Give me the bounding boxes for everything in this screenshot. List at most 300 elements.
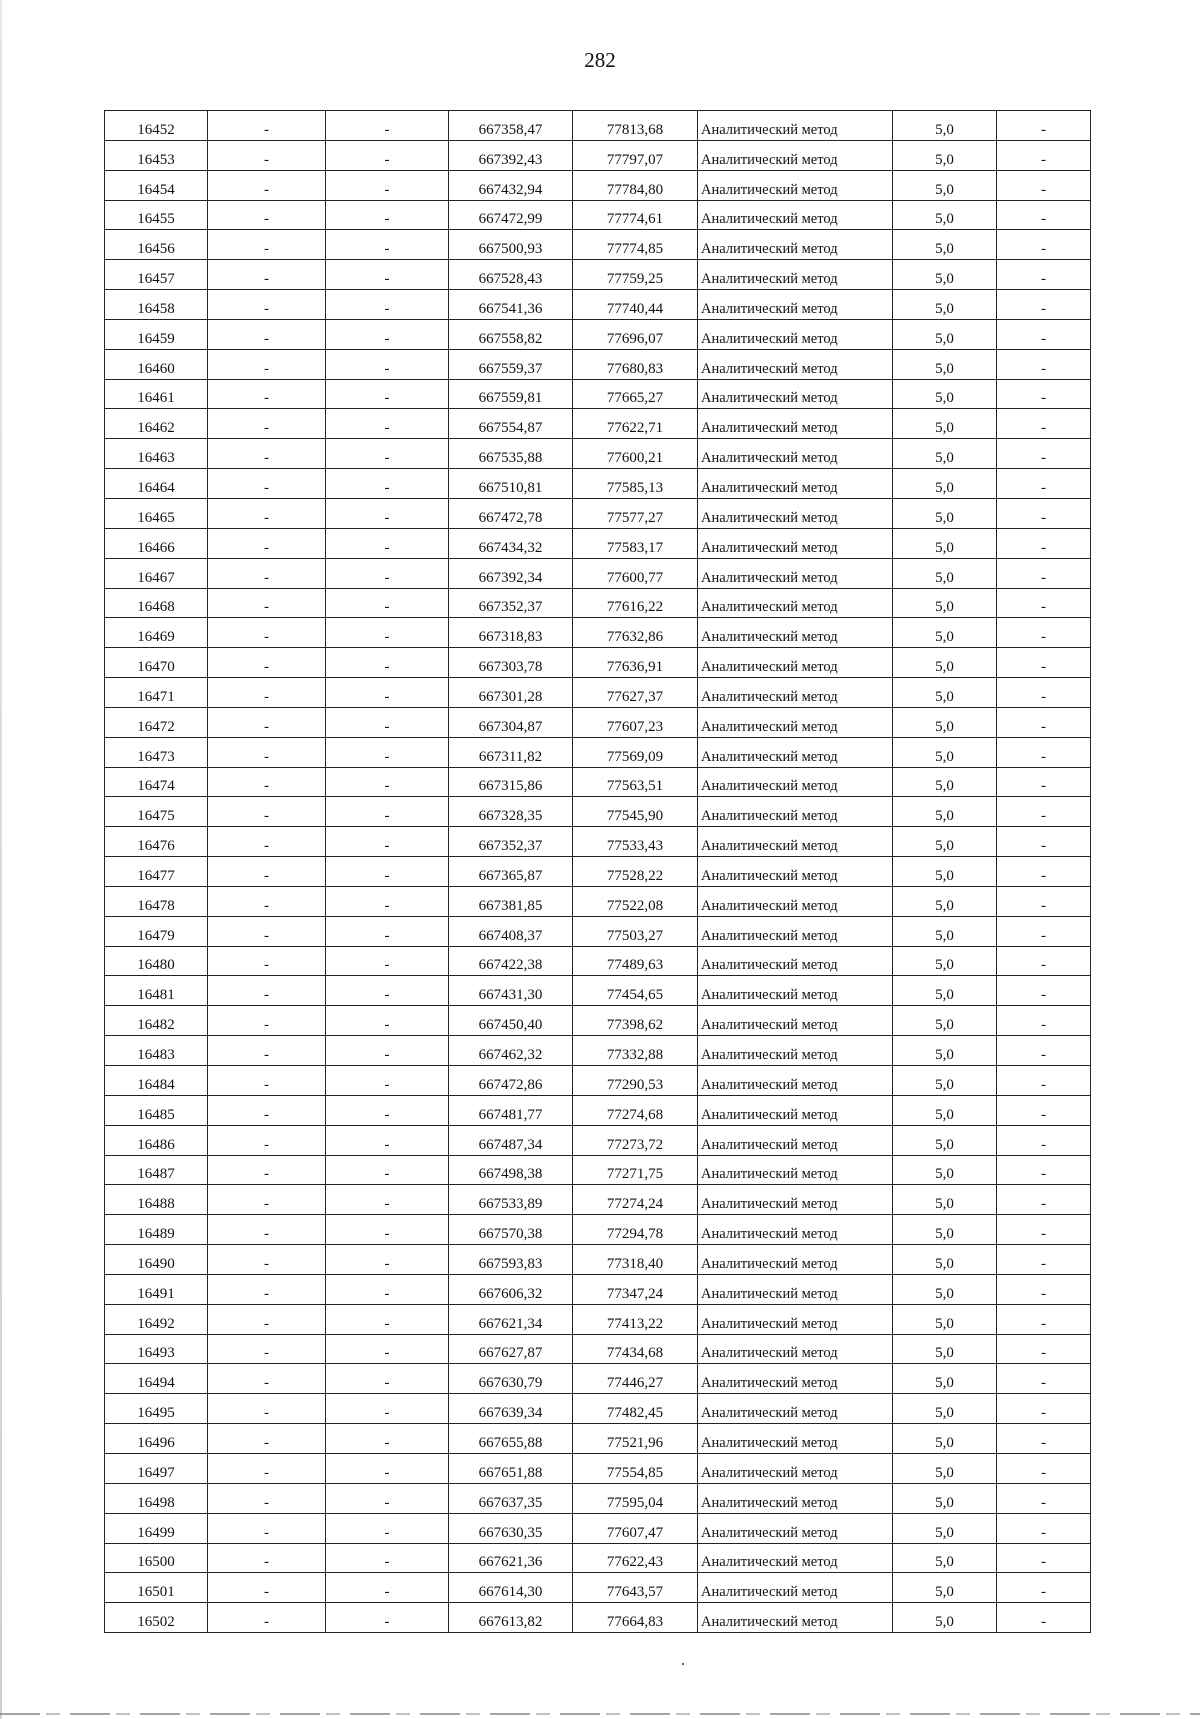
empty-cell-2: -: [326, 409, 449, 439]
table-row: [105, 230, 1091, 260]
point-number-cell: 16469: [105, 618, 208, 648]
x-coordinate-cell: 667630,79: [449, 1364, 573, 1394]
point-number-cell: 16483: [105, 1036, 208, 1066]
y-coordinate-cell: 77636,91: [573, 648, 698, 678]
empty-cell-2: -: [326, 558, 449, 588]
method-cell: Аналитический метод: [698, 111, 893, 141]
table-row: [105, 737, 1091, 767]
table-row: [105, 1095, 1091, 1125]
x-coordinate-cell: 667651,88: [449, 1453, 573, 1483]
empty-cell-1: -: [208, 528, 326, 558]
table-row: [105, 857, 1091, 887]
note-cell: -: [997, 588, 1091, 618]
note-cell: -: [997, 1573, 1091, 1603]
x-coordinate-cell: 667472,78: [449, 498, 573, 528]
accuracy-cell: 5,0: [893, 1036, 997, 1066]
empty-cell-1: -: [208, 857, 326, 887]
accuracy-cell: 5,0: [893, 319, 997, 349]
y-coordinate-cell: 77569,09: [573, 737, 698, 767]
method-cell: Аналитический метод: [698, 1245, 893, 1275]
note-cell: -: [997, 678, 1091, 708]
empty-cell-2: -: [326, 230, 449, 260]
x-coordinate-cell: 667352,37: [449, 588, 573, 618]
scan-bottom-edge-artifact: [0, 1713, 1200, 1715]
empty-cell-2: -: [326, 1304, 449, 1334]
point-number-cell: 16465: [105, 498, 208, 528]
method-cell: Аналитический метод: [698, 648, 893, 678]
y-coordinate-cell: 77318,40: [573, 1245, 698, 1275]
note-cell: -: [997, 916, 1091, 946]
empty-cell-1: -: [208, 409, 326, 439]
point-number-cell: 16458: [105, 290, 208, 320]
empty-cell-1: -: [208, 140, 326, 170]
accuracy-cell: 5,0: [893, 290, 997, 320]
method-cell: Аналитический метод: [698, 797, 893, 827]
point-number-cell: 16496: [105, 1424, 208, 1454]
scan-speck: [682, 1663, 684, 1665]
table-row: [105, 1513, 1091, 1543]
method-cell: Аналитический метод: [698, 1006, 893, 1036]
accuracy-cell: 5,0: [893, 916, 997, 946]
note-cell: -: [997, 1334, 1091, 1364]
y-coordinate-cell: 77643,57: [573, 1573, 698, 1603]
accuracy-cell: 5,0: [893, 767, 997, 797]
x-coordinate-cell: 667408,37: [449, 916, 573, 946]
table-row: [105, 200, 1091, 230]
x-coordinate-cell: 667500,93: [449, 230, 573, 260]
note-cell: -: [997, 827, 1091, 857]
empty-cell-2: -: [326, 1394, 449, 1424]
point-number-cell: 16490: [105, 1245, 208, 1275]
table-row: [105, 976, 1091, 1006]
y-coordinate-cell: 77759,25: [573, 260, 698, 290]
y-coordinate-cell: 77398,62: [573, 1006, 698, 1036]
point-number-cell: 16452: [105, 111, 208, 141]
table-row: [105, 1424, 1091, 1454]
table-row: [105, 1543, 1091, 1573]
accuracy-cell: 5,0: [893, 1453, 997, 1483]
method-cell: Аналитический метод: [698, 946, 893, 976]
x-coordinate-cell: 667498,38: [449, 1155, 573, 1185]
empty-cell-1: -: [208, 558, 326, 588]
accuracy-cell: 5,0: [893, 1274, 997, 1304]
point-number-cell: 16463: [105, 439, 208, 469]
empty-cell-2: -: [326, 1066, 449, 1096]
x-coordinate-cell: 667621,36: [449, 1543, 573, 1573]
point-number-cell: 16499: [105, 1513, 208, 1543]
accuracy-cell: 5,0: [893, 409, 997, 439]
empty-cell-1: -: [208, 1453, 326, 1483]
table-row: [105, 886, 1091, 916]
y-coordinate-cell: 77294,78: [573, 1215, 698, 1245]
note-cell: -: [997, 797, 1091, 827]
empty-cell-2: -: [326, 1215, 449, 1245]
accuracy-cell: 5,0: [893, 111, 997, 141]
table-row: [105, 797, 1091, 827]
method-cell: Аналитический метод: [698, 1185, 893, 1215]
method-cell: Аналитический метод: [698, 1036, 893, 1066]
y-coordinate-cell: 77454,65: [573, 976, 698, 1006]
table-row: [105, 379, 1091, 409]
empty-cell-1: -: [208, 170, 326, 200]
note-cell: -: [997, 1543, 1091, 1573]
method-cell: Аналитический метод: [698, 1573, 893, 1603]
empty-cell-2: -: [326, 857, 449, 887]
table-row: [105, 1483, 1091, 1513]
point-number-cell: 16476: [105, 827, 208, 857]
x-coordinate-cell: 667614,30: [449, 1573, 573, 1603]
method-cell: Аналитический метод: [698, 319, 893, 349]
empty-cell-1: -: [208, 797, 326, 827]
accuracy-cell: 5,0: [893, 1155, 997, 1185]
x-coordinate-cell: 667621,34: [449, 1304, 573, 1334]
empty-cell-2: -: [326, 319, 449, 349]
empty-cell-1: -: [208, 498, 326, 528]
empty-cell-1: -: [208, 1006, 326, 1036]
x-coordinate-cell: 667541,36: [449, 290, 573, 320]
empty-cell-1: -: [208, 1394, 326, 1424]
x-coordinate-cell: 667352,37: [449, 827, 573, 857]
empty-cell-1: -: [208, 1185, 326, 1215]
method-cell: Аналитический метод: [698, 618, 893, 648]
x-coordinate-cell: 667303,78: [449, 648, 573, 678]
y-coordinate-cell: 77632,86: [573, 618, 698, 648]
y-coordinate-cell: 77585,13: [573, 469, 698, 499]
empty-cell-2: -: [326, 1334, 449, 1364]
method-cell: Аналитический метод: [698, 737, 893, 767]
table-row: [105, 290, 1091, 320]
y-coordinate-cell: 77274,24: [573, 1185, 698, 1215]
method-cell: Аналитический метод: [698, 1304, 893, 1334]
empty-cell-1: -: [208, 1274, 326, 1304]
method-cell: Аналитический метод: [698, 1125, 893, 1155]
note-cell: -: [997, 558, 1091, 588]
accuracy-cell: 5,0: [893, 469, 997, 499]
note-cell: -: [997, 737, 1091, 767]
accuracy-cell: 5,0: [893, 349, 997, 379]
note-cell: -: [997, 1125, 1091, 1155]
y-coordinate-cell: 77740,44: [573, 290, 698, 320]
note-cell: -: [997, 1066, 1091, 1096]
empty-cell-2: -: [326, 737, 449, 767]
empty-cell-2: -: [326, 946, 449, 976]
x-coordinate-cell: 667462,32: [449, 1036, 573, 1066]
note-cell: -: [997, 1155, 1091, 1185]
table-row: [105, 558, 1091, 588]
empty-cell-1: -: [208, 1573, 326, 1603]
accuracy-cell: 5,0: [893, 1394, 997, 1424]
note-cell: -: [997, 379, 1091, 409]
y-coordinate-cell: 77413,22: [573, 1304, 698, 1334]
empty-cell-2: -: [326, 648, 449, 678]
note-cell: -: [997, 767, 1091, 797]
note-cell: -: [997, 170, 1091, 200]
page-number: 282: [584, 48, 616, 72]
table-row: [105, 1155, 1091, 1185]
note-cell: -: [997, 230, 1091, 260]
method-cell: Аналитический метод: [698, 409, 893, 439]
note-cell: -: [997, 857, 1091, 887]
point-number-cell: 16489: [105, 1215, 208, 1245]
accuracy-cell: 5,0: [893, 588, 997, 618]
table-row: [105, 439, 1091, 469]
empty-cell-1: -: [208, 1095, 326, 1125]
empty-cell-1: -: [208, 737, 326, 767]
accuracy-cell: 5,0: [893, 1215, 997, 1245]
table-row: [105, 707, 1091, 737]
empty-cell-1: -: [208, 439, 326, 469]
table-row: [105, 1573, 1091, 1603]
empty-cell-1: -: [208, 260, 326, 290]
point-number-cell: 16467: [105, 558, 208, 588]
accuracy-cell: 5,0: [893, 379, 997, 409]
table-row: [105, 767, 1091, 797]
empty-cell-2: -: [326, 111, 449, 141]
accuracy-cell: 5,0: [893, 618, 997, 648]
empty-cell-2: -: [326, 1274, 449, 1304]
method-cell: Аналитический метод: [698, 886, 893, 916]
table-row: [105, 140, 1091, 170]
y-coordinate-cell: 77482,45: [573, 1394, 698, 1424]
y-coordinate-cell: 77595,04: [573, 1483, 698, 1513]
empty-cell-1: -: [208, 1513, 326, 1543]
accuracy-cell: 5,0: [893, 558, 997, 588]
note-cell: -: [997, 1424, 1091, 1454]
point-number-cell: 16498: [105, 1483, 208, 1513]
table-row: [105, 1394, 1091, 1424]
method-cell: Аналитический метод: [698, 1453, 893, 1483]
empty-cell-2: -: [326, 797, 449, 827]
y-coordinate-cell: 77680,83: [573, 349, 698, 379]
empty-cell-1: -: [208, 1066, 326, 1096]
x-coordinate-cell: 667639,34: [449, 1394, 573, 1424]
x-coordinate-cell: 667392,34: [449, 558, 573, 588]
point-number-cell: 16501: [105, 1573, 208, 1603]
empty-cell-1: -: [208, 618, 326, 648]
table-row: [105, 409, 1091, 439]
y-coordinate-cell: 77274,68: [573, 1095, 698, 1125]
accuracy-cell: 5,0: [893, 737, 997, 767]
method-cell: Аналитический метод: [698, 1066, 893, 1096]
method-cell: Аналитический метод: [698, 588, 893, 618]
accuracy-cell: 5,0: [893, 648, 997, 678]
y-coordinate-cell: 77607,23: [573, 707, 698, 737]
y-coordinate-cell: 77545,90: [573, 797, 698, 827]
note-cell: -: [997, 409, 1091, 439]
x-coordinate-cell: 667535,88: [449, 439, 573, 469]
y-coordinate-cell: 77607,47: [573, 1513, 698, 1543]
point-number-cell: 16471: [105, 678, 208, 708]
y-coordinate-cell: 77627,37: [573, 678, 698, 708]
point-number-cell: 16500: [105, 1543, 208, 1573]
empty-cell-1: -: [208, 1125, 326, 1155]
accuracy-cell: 5,0: [893, 827, 997, 857]
empty-cell-2: -: [326, 767, 449, 797]
table-row: [105, 827, 1091, 857]
empty-cell-1: -: [208, 111, 326, 141]
empty-cell-2: -: [326, 439, 449, 469]
y-coordinate-cell: 77533,43: [573, 827, 698, 857]
table-body: [105, 111, 1091, 1633]
empty-cell-1: -: [208, 1543, 326, 1573]
table-row: [105, 1185, 1091, 1215]
table-row: [105, 1215, 1091, 1245]
accuracy-cell: 5,0: [893, 1483, 997, 1513]
x-coordinate-cell: 667365,87: [449, 857, 573, 887]
point-number-cell: 16495: [105, 1394, 208, 1424]
table-row: [105, 1453, 1091, 1483]
table-row: [105, 349, 1091, 379]
empty-cell-1: -: [208, 707, 326, 737]
accuracy-cell: 5,0: [893, 678, 997, 708]
note-cell: -: [997, 1095, 1091, 1125]
y-coordinate-cell: 77622,43: [573, 1543, 698, 1573]
method-cell: Аналитический метод: [698, 1215, 893, 1245]
y-coordinate-cell: 77554,85: [573, 1453, 698, 1483]
empty-cell-2: -: [326, 1155, 449, 1185]
empty-cell-2: -: [326, 140, 449, 170]
accuracy-cell: 5,0: [893, 140, 997, 170]
method-cell: Аналитический метод: [698, 1394, 893, 1424]
table-row: [105, 1274, 1091, 1304]
point-number-cell: 16493: [105, 1334, 208, 1364]
empty-cell-1: -: [208, 946, 326, 976]
accuracy-cell: 5,0: [893, 946, 997, 976]
table-row: [105, 1245, 1091, 1275]
y-coordinate-cell: 77622,71: [573, 409, 698, 439]
x-coordinate-cell: 667613,82: [449, 1603, 573, 1633]
point-number-cell: 16456: [105, 230, 208, 260]
note-cell: -: [997, 1245, 1091, 1275]
note-cell: -: [997, 1274, 1091, 1304]
y-coordinate-cell: 77271,75: [573, 1155, 698, 1185]
y-coordinate-cell: 77577,27: [573, 498, 698, 528]
x-coordinate-cell: 667528,43: [449, 260, 573, 290]
method-cell: Аналитический метод: [698, 230, 893, 260]
empty-cell-1: -: [208, 230, 326, 260]
accuracy-cell: 5,0: [893, 1543, 997, 1573]
empty-cell-2: -: [326, 379, 449, 409]
empty-cell-1: -: [208, 469, 326, 499]
accuracy-cell: 5,0: [893, 260, 997, 290]
y-coordinate-cell: 77489,63: [573, 946, 698, 976]
empty-cell-2: -: [326, 200, 449, 230]
empty-cell-2: -: [326, 1185, 449, 1215]
point-number-cell: 16468: [105, 588, 208, 618]
table-row: [105, 260, 1091, 290]
table-row: [105, 678, 1091, 708]
table-row: [105, 1304, 1091, 1334]
accuracy-cell: 5,0: [893, 797, 997, 827]
x-coordinate-cell: 667655,88: [449, 1424, 573, 1454]
point-number-cell: 16502: [105, 1603, 208, 1633]
note-cell: -: [997, 439, 1091, 469]
note-cell: -: [997, 1603, 1091, 1633]
x-coordinate-cell: 667558,82: [449, 319, 573, 349]
note-cell: -: [997, 976, 1091, 1006]
x-coordinate-cell: 667570,38: [449, 1215, 573, 1245]
empty-cell-2: -: [326, 290, 449, 320]
point-number-cell: 16497: [105, 1453, 208, 1483]
method-cell: Аналитический метод: [698, 469, 893, 499]
x-coordinate-cell: 667358,47: [449, 111, 573, 141]
empty-cell-1: -: [208, 1424, 326, 1454]
method-cell: Аналитический метод: [698, 558, 893, 588]
empty-cell-2: -: [326, 707, 449, 737]
table-row: [105, 319, 1091, 349]
x-coordinate-cell: 667606,32: [449, 1274, 573, 1304]
empty-cell-1: -: [208, 1334, 326, 1364]
note-cell: -: [997, 1006, 1091, 1036]
empty-cell-2: -: [326, 886, 449, 916]
x-coordinate-cell: 667559,81: [449, 379, 573, 409]
note-cell: -: [997, 200, 1091, 230]
y-coordinate-cell: 77446,27: [573, 1364, 698, 1394]
empty-cell-1: -: [208, 886, 326, 916]
method-cell: Аналитический метод: [698, 260, 893, 290]
empty-cell-1: -: [208, 1155, 326, 1185]
accuracy-cell: 5,0: [893, 1424, 997, 1454]
empty-cell-1: -: [208, 1304, 326, 1334]
note-cell: -: [997, 111, 1091, 141]
x-coordinate-cell: 667328,35: [449, 797, 573, 827]
empty-cell-1: -: [208, 767, 326, 797]
table-row: [105, 946, 1091, 976]
empty-cell-2: -: [326, 618, 449, 648]
x-coordinate-cell: 667304,87: [449, 707, 573, 737]
y-coordinate-cell: 77600,21: [573, 439, 698, 469]
x-coordinate-cell: 667510,81: [449, 469, 573, 499]
x-coordinate-cell: 667533,89: [449, 1185, 573, 1215]
x-coordinate-cell: 667627,87: [449, 1334, 573, 1364]
method-cell: Аналитический метод: [698, 1483, 893, 1513]
coordinates-table: [104, 110, 1091, 1633]
empty-cell-2: -: [326, 1245, 449, 1275]
method-cell: Аналитический метод: [698, 1364, 893, 1394]
method-cell: Аналитический метод: [698, 140, 893, 170]
y-coordinate-cell: 77696,07: [573, 319, 698, 349]
x-coordinate-cell: 667381,85: [449, 886, 573, 916]
table-row: [105, 648, 1091, 678]
point-number-cell: 16462: [105, 409, 208, 439]
empty-cell-2: -: [326, 1424, 449, 1454]
table-row: [105, 618, 1091, 648]
empty-cell-1: -: [208, 1603, 326, 1633]
method-cell: Аналитический метод: [698, 290, 893, 320]
method-cell: Аналитический метод: [698, 1424, 893, 1454]
empty-cell-1: -: [208, 1036, 326, 1066]
table-row: [105, 111, 1091, 141]
accuracy-cell: 5,0: [893, 1364, 997, 1394]
method-cell: Аналитический метод: [698, 976, 893, 1006]
note-cell: -: [997, 140, 1091, 170]
note-cell: -: [997, 1304, 1091, 1334]
empty-cell-2: -: [326, 1543, 449, 1573]
empty-cell-2: -: [326, 976, 449, 1006]
accuracy-cell: 5,0: [893, 1095, 997, 1125]
point-number-cell: 16488: [105, 1185, 208, 1215]
empty-cell-1: -: [208, 379, 326, 409]
empty-cell-1: -: [208, 1483, 326, 1513]
y-coordinate-cell: 77784,80: [573, 170, 698, 200]
accuracy-cell: 5,0: [893, 1304, 997, 1334]
x-coordinate-cell: 667630,35: [449, 1513, 573, 1543]
empty-cell-2: -: [326, 916, 449, 946]
method-cell: Аналитический метод: [698, 857, 893, 887]
y-coordinate-cell: 77813,68: [573, 111, 698, 141]
empty-cell-2: -: [326, 588, 449, 618]
point-number-cell: 16491: [105, 1274, 208, 1304]
